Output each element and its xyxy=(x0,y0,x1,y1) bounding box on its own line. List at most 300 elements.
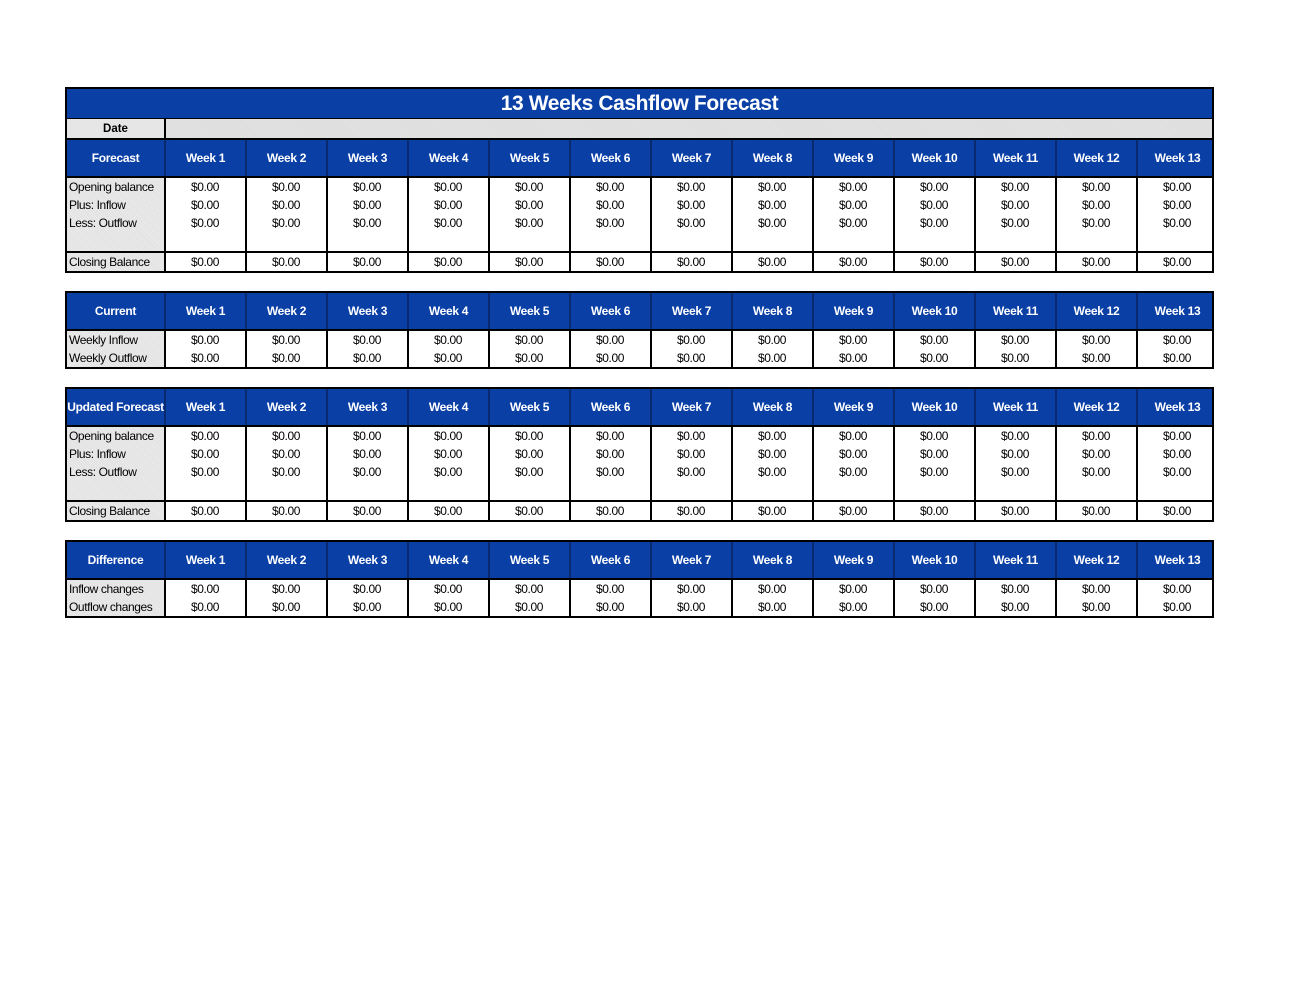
forecast-body xyxy=(67,178,1212,251)
value-cell[interactable]: $0.00 xyxy=(434,582,463,596)
week-header-10: Week 10 xyxy=(893,140,974,176)
value-cell[interactable]: $0.00 xyxy=(1163,351,1192,365)
closing-value-cell[interactable]: $0.00 xyxy=(596,504,625,518)
week-6-column xyxy=(569,427,650,500)
closing-value-cell[interactable]: $0.00 xyxy=(839,255,868,269)
value-cell[interactable]: $0.00 xyxy=(920,216,949,230)
value-cell[interactable]: $0.00 xyxy=(434,351,463,365)
week-header-4: Week 4 xyxy=(407,389,488,425)
difference-body xyxy=(67,580,1212,616)
week-13-column xyxy=(1136,178,1217,251)
closing-week-7 xyxy=(650,253,731,271)
value-cell[interactable]: $0.00 xyxy=(272,198,301,212)
value-cell[interactable]: $0.00 xyxy=(1001,216,1030,230)
value-cell[interactable]: $0.00 xyxy=(191,333,220,347)
week-11-column xyxy=(974,178,1055,251)
week-8-column xyxy=(731,580,812,616)
closing-value-cell[interactable]: $0.00 xyxy=(1163,255,1192,269)
value-cell[interactable]: $0.00 xyxy=(758,351,787,365)
week-7-column xyxy=(650,427,731,500)
value-cell[interactable]: $0.00 xyxy=(434,600,463,614)
value-cell[interactable]: $0.00 xyxy=(1082,216,1111,230)
week-header-8: Week 8 xyxy=(731,389,812,425)
value-cell[interactable]: $0.00 xyxy=(839,582,868,596)
week-7-column xyxy=(650,580,731,616)
closing-value-cell[interactable]: $0.00 xyxy=(758,255,787,269)
value-cell[interactable]: $0.00 xyxy=(515,198,544,212)
forecast-section xyxy=(65,119,1214,273)
week-header-9: Week 9 xyxy=(812,389,893,425)
value-cell[interactable]: $0.00 xyxy=(353,465,382,479)
closing-week-9 xyxy=(812,502,893,520)
value-cell[interactable]: $0.00 xyxy=(1001,447,1030,461)
week-13-column xyxy=(1136,427,1217,500)
difference-row-labels xyxy=(67,580,164,616)
week-6-column xyxy=(569,178,650,251)
closing-value-cell[interactable]: $0.00 xyxy=(353,255,382,269)
value-cell[interactable]: $0.00 xyxy=(515,582,544,596)
value-cell[interactable]: $0.00 xyxy=(353,447,382,461)
value-cell[interactable]: $0.00 xyxy=(1082,465,1111,479)
value-cell[interactable]: $0.00 xyxy=(839,333,868,347)
value-cell[interactable]: $0.00 xyxy=(920,180,949,194)
row-label: Opening balance xyxy=(69,429,154,443)
week-header-8: Week 8 xyxy=(731,542,812,578)
value-cell[interactable]: $0.00 xyxy=(839,216,868,230)
value-cell[interactable]: $0.00 xyxy=(515,216,544,230)
value-cell[interactable]: $0.00 xyxy=(515,429,544,443)
value-cell[interactable]: $0.00 xyxy=(677,198,706,212)
closing-week-3 xyxy=(326,502,407,520)
week-8-column xyxy=(731,178,812,251)
week-12-column xyxy=(1055,178,1136,251)
week-7-column xyxy=(650,178,731,251)
week-9-column xyxy=(812,580,893,616)
value-cell[interactable]: $0.00 xyxy=(434,333,463,347)
value-cell[interactable]: $0.00 xyxy=(1163,600,1192,614)
difference-header-label: Difference xyxy=(87,553,144,567)
current-body xyxy=(67,331,1212,367)
week-9-column xyxy=(812,331,893,367)
value-cell[interactable]: $0.00 xyxy=(1163,216,1192,230)
closing-value-cell[interactable]: $0.00 xyxy=(1082,504,1111,518)
value-cell[interactable]: $0.00 xyxy=(353,198,382,212)
week-header-12: Week 12 xyxy=(1055,542,1136,578)
value-cell[interactable]: $0.00 xyxy=(191,447,220,461)
spacer xyxy=(895,232,974,251)
value-cell[interactable]: $0.00 xyxy=(1163,447,1192,461)
value-cell[interactable]: $0.00 xyxy=(839,447,868,461)
value-cell[interactable]: $0.00 xyxy=(920,465,949,479)
value-cell[interactable]: $0.00 xyxy=(839,180,868,194)
value-cell[interactable]: $0.00 xyxy=(596,582,625,596)
value-cell[interactable]: $0.00 xyxy=(839,198,868,212)
week-header-12: Week 12 xyxy=(1055,389,1136,425)
week-5-column xyxy=(488,427,569,500)
value-cell[interactable]: $0.00 xyxy=(677,216,706,230)
value-cell[interactable]: $0.00 xyxy=(920,351,949,365)
value-cell[interactable]: $0.00 xyxy=(1163,465,1192,479)
value-cell[interactable]: $0.00 xyxy=(758,180,787,194)
value-cell[interactable]: $0.00 xyxy=(920,582,949,596)
closing-value-cell[interactable]: $0.00 xyxy=(434,255,463,269)
value-cell[interactable]: $0.00 xyxy=(272,180,301,194)
closing-balance-label xyxy=(67,253,164,271)
week-header-1: Week 1 xyxy=(164,389,245,425)
value-cell[interactable]: $0.00 xyxy=(1082,333,1111,347)
closing-value-cell[interactable]: $0.00 xyxy=(434,504,463,518)
value-cell[interactable]: $0.00 xyxy=(596,351,625,365)
value-cell[interactable]: $0.00 xyxy=(434,429,463,443)
closing-week-4 xyxy=(407,502,488,520)
week-header-7: Week 7 xyxy=(650,389,731,425)
value-cell[interactable]: $0.00 xyxy=(353,333,382,347)
value-cell[interactable]: $0.00 xyxy=(1163,333,1192,347)
week-2-column xyxy=(245,427,326,500)
row-label: Less: Outflow xyxy=(69,465,137,479)
value-cell[interactable]: $0.00 xyxy=(596,216,625,230)
value-cell[interactable]: $0.00 xyxy=(758,429,787,443)
value-cell[interactable]: $0.00 xyxy=(758,582,787,596)
week-header-9: Week 9 xyxy=(812,542,893,578)
week-header-11: Week 11 xyxy=(974,140,1055,176)
closing-value-cell[interactable]: $0.00 xyxy=(515,255,544,269)
value-cell[interactable]: $0.00 xyxy=(1001,600,1030,614)
value-cell[interactable]: $0.00 xyxy=(677,180,706,194)
closing-week-1 xyxy=(164,253,245,271)
week-header-13: Week 13 xyxy=(1136,140,1217,176)
value-cell[interactable]: $0.00 xyxy=(515,600,544,614)
week-11-column xyxy=(974,331,1055,367)
week-header-9: Week 9 xyxy=(812,293,893,329)
value-cell[interactable]: $0.00 xyxy=(596,180,625,194)
updated-forecast-section xyxy=(65,387,1214,522)
value-cell[interactable]: $0.00 xyxy=(1001,429,1030,443)
week-header-7: Week 7 xyxy=(650,293,731,329)
closing-week-3 xyxy=(326,253,407,271)
value-cell[interactable]: $0.00 xyxy=(677,465,706,479)
value-cell[interactable]: $0.00 xyxy=(353,180,382,194)
date-input-cell[interactable] xyxy=(164,119,1212,138)
row-label: Outflow changes xyxy=(69,600,153,614)
week-13-column xyxy=(1136,331,1217,367)
week-1-column xyxy=(164,427,245,500)
week-12-column xyxy=(1055,427,1136,500)
value-cell[interactable]: $0.00 xyxy=(191,600,220,614)
week-1-column xyxy=(164,331,245,367)
value-cell[interactable]: $0.00 xyxy=(677,447,706,461)
week-header-4: Week 4 xyxy=(407,140,488,176)
week-header-11: Week 11 xyxy=(974,293,1055,329)
value-cell[interactable]: $0.00 xyxy=(191,216,220,230)
value-cell[interactable]: $0.00 xyxy=(920,198,949,212)
closing-value-cell[interactable]: $0.00 xyxy=(272,504,301,518)
row-label: Weekly Inflow xyxy=(69,333,138,347)
value-cell[interactable]: $0.00 xyxy=(353,600,382,614)
spacer xyxy=(814,481,893,500)
week-12-column xyxy=(1055,331,1136,367)
value-cell[interactable]: $0.00 xyxy=(677,429,706,443)
value-cell[interactable]: $0.00 xyxy=(1001,465,1030,479)
closing-week-8 xyxy=(731,253,812,271)
value-cell[interactable]: $0.00 xyxy=(434,180,463,194)
value-cell[interactable]: $0.00 xyxy=(920,429,949,443)
row-label: Weekly Outflow xyxy=(69,351,147,365)
week-header-1: Week 1 xyxy=(164,542,245,578)
week-1-column xyxy=(164,580,245,616)
value-cell[interactable]: $0.00 xyxy=(596,429,625,443)
closing-week-1 xyxy=(164,502,245,520)
value-cell[interactable]: $0.00 xyxy=(596,447,625,461)
week-header-6: Week 6 xyxy=(569,389,650,425)
closing-week-9 xyxy=(812,253,893,271)
value-cell[interactable]: $0.00 xyxy=(758,447,787,461)
value-cell[interactable]: $0.00 xyxy=(353,216,382,230)
current-header-row xyxy=(67,293,1212,331)
week-header-10: Week 10 xyxy=(893,293,974,329)
spacer xyxy=(490,481,569,500)
value-cell[interactable]: $0.00 xyxy=(839,600,868,614)
week-9-column xyxy=(812,178,893,251)
week-header-5: Week 5 xyxy=(488,293,569,329)
week-header-9: Week 9 xyxy=(812,140,893,176)
week-header-13: Week 13 xyxy=(1136,542,1217,578)
week-1-column xyxy=(164,178,245,251)
week-2-column xyxy=(245,178,326,251)
week-header-10: Week 10 xyxy=(893,389,974,425)
closing-week-2 xyxy=(245,502,326,520)
value-cell[interactable]: $0.00 xyxy=(1001,180,1030,194)
row-label: Less: Outflow xyxy=(69,216,137,230)
updated-header-label: Updated Forecast xyxy=(67,400,164,414)
closing-week-6 xyxy=(569,253,650,271)
value-cell[interactable]: $0.00 xyxy=(515,465,544,479)
week-5-column xyxy=(488,178,569,251)
week-6-column xyxy=(569,580,650,616)
week-header-4: Week 4 xyxy=(407,542,488,578)
value-cell[interactable]: $0.00 xyxy=(1082,600,1111,614)
updated-closing-row xyxy=(67,500,1212,520)
value-cell[interactable]: $0.00 xyxy=(758,600,787,614)
closing-value-cell[interactable]: $0.00 xyxy=(353,504,382,518)
value-cell[interactable]: $0.00 xyxy=(596,333,625,347)
value-cell[interactable]: $0.00 xyxy=(272,600,301,614)
row-label: Opening balance xyxy=(69,180,154,194)
closing-label-text: Closing Balance xyxy=(69,504,150,518)
value-cell[interactable]: $0.00 xyxy=(515,351,544,365)
value-cell[interactable]: $0.00 xyxy=(677,600,706,614)
closing-value-cell[interactable]: $0.00 xyxy=(272,255,301,269)
value-cell[interactable]: $0.00 xyxy=(677,351,706,365)
spacer xyxy=(976,481,1055,500)
value-cell[interactable]: $0.00 xyxy=(596,465,625,479)
closing-week-11 xyxy=(974,253,1055,271)
value-cell[interactable]: $0.00 xyxy=(191,465,220,479)
closing-value-cell[interactable]: $0.00 xyxy=(677,504,706,518)
closing-value-cell[interactable]: $0.00 xyxy=(1163,504,1192,518)
closing-week-12 xyxy=(1055,253,1136,271)
current-header-label: Current xyxy=(94,304,137,318)
spacer xyxy=(571,232,650,251)
value-cell[interactable]: $0.00 xyxy=(515,447,544,461)
value-cell[interactable]: $0.00 xyxy=(1001,198,1030,212)
value-cell[interactable]: $0.00 xyxy=(191,351,220,365)
week-header-2: Week 2 xyxy=(245,389,326,425)
closing-value-cell[interactable]: $0.00 xyxy=(920,255,949,269)
closing-value-cell[interactable]: $0.00 xyxy=(677,255,706,269)
value-cell[interactable]: $0.00 xyxy=(677,333,706,347)
spacer xyxy=(67,232,164,251)
value-cell[interactable]: $0.00 xyxy=(191,180,220,194)
value-cell[interactable]: $0.00 xyxy=(272,216,301,230)
spacer xyxy=(490,232,569,251)
spacer xyxy=(247,232,326,251)
closing-week-12 xyxy=(1055,502,1136,520)
value-cell[interactable]: $0.00 xyxy=(1163,198,1192,212)
closing-value-cell[interactable]: $0.00 xyxy=(191,255,220,269)
week-5-column xyxy=(488,331,569,367)
week-10-column xyxy=(893,580,974,616)
value-cell[interactable]: $0.00 xyxy=(515,333,544,347)
value-cell[interactable]: $0.00 xyxy=(1163,180,1192,194)
value-cell[interactable]: $0.00 xyxy=(1163,582,1192,596)
week-4-column xyxy=(407,427,488,500)
difference-header-row xyxy=(67,542,1212,580)
closing-week-11 xyxy=(974,502,1055,520)
spacer xyxy=(67,481,164,500)
closing-value-cell[interactable]: $0.00 xyxy=(839,504,868,518)
updated-row-labels xyxy=(67,427,164,500)
value-cell[interactable]: $0.00 xyxy=(758,333,787,347)
value-cell[interactable]: $0.00 xyxy=(677,582,706,596)
value-cell[interactable]: $0.00 xyxy=(272,465,301,479)
value-cell[interactable]: $0.00 xyxy=(272,429,301,443)
week-10-column xyxy=(893,427,974,500)
spacer xyxy=(1138,481,1217,500)
value-cell[interactable]: $0.00 xyxy=(1001,582,1030,596)
spacer xyxy=(1138,232,1217,251)
value-cell[interactable]: $0.00 xyxy=(1082,351,1111,365)
date-label: Date xyxy=(67,119,164,138)
closing-week-8 xyxy=(731,502,812,520)
value-cell[interactable]: $0.00 xyxy=(839,351,868,365)
value-cell[interactable]: $0.00 xyxy=(1082,447,1111,461)
week-8-column xyxy=(731,331,812,367)
week-header-10: Week 10 xyxy=(893,542,974,578)
week-6-column xyxy=(569,331,650,367)
spacer xyxy=(814,232,893,251)
closing-value-cell[interactable]: $0.00 xyxy=(596,255,625,269)
closing-value-cell[interactable]: $0.00 xyxy=(1082,255,1111,269)
value-cell[interactable]: $0.00 xyxy=(272,447,301,461)
value-cell[interactable]: $0.00 xyxy=(272,333,301,347)
week-header-6: Week 6 xyxy=(569,293,650,329)
value-cell[interactable]: $0.00 xyxy=(1082,198,1111,212)
closing-balance-label xyxy=(67,502,164,520)
week-header-12: Week 12 xyxy=(1055,140,1136,176)
value-cell[interactable]: $0.00 xyxy=(758,198,787,212)
value-cell[interactable]: $0.00 xyxy=(758,216,787,230)
spacer xyxy=(247,481,326,500)
forecast-closing-row xyxy=(67,251,1212,271)
spacer xyxy=(976,232,1055,251)
spacer xyxy=(1057,232,1136,251)
week-2-column xyxy=(245,580,326,616)
value-cell[interactable]: $0.00 xyxy=(191,198,220,212)
value-cell[interactable]: $0.00 xyxy=(272,351,301,365)
value-cell[interactable]: $0.00 xyxy=(191,582,220,596)
value-cell[interactable]: $0.00 xyxy=(1082,180,1111,194)
closing-week-10 xyxy=(893,253,974,271)
week-header-11: Week 11 xyxy=(974,542,1055,578)
value-cell[interactable]: $0.00 xyxy=(434,198,463,212)
value-cell[interactable]: $0.00 xyxy=(839,465,868,479)
closing-value-cell[interactable]: $0.00 xyxy=(191,504,220,518)
row-label: Plus: Inflow xyxy=(69,447,126,461)
value-cell[interactable]: $0.00 xyxy=(353,351,382,365)
week-3-column xyxy=(326,178,407,251)
closing-value-cell[interactable]: $0.00 xyxy=(1001,255,1030,269)
value-cell[interactable]: $0.00 xyxy=(1082,582,1111,596)
value-cell[interactable]: $0.00 xyxy=(434,216,463,230)
week-3-column xyxy=(326,580,407,616)
forecast-header-row xyxy=(67,138,1212,178)
value-cell[interactable]: $0.00 xyxy=(1163,429,1192,443)
week-header-3: Week 3 xyxy=(326,542,407,578)
value-cell[interactable]: $0.00 xyxy=(353,582,382,596)
spacer xyxy=(733,481,812,500)
closing-week-13 xyxy=(1136,502,1217,520)
row-label: Plus: Inflow xyxy=(69,198,126,212)
current-row-labels xyxy=(67,331,164,367)
value-cell[interactable]: $0.00 xyxy=(758,465,787,479)
week-header-6: Week 6 xyxy=(569,140,650,176)
spacer xyxy=(1057,481,1136,500)
value-cell[interactable]: $0.00 xyxy=(353,429,382,443)
week-4-column xyxy=(407,178,488,251)
value-cell[interactable]: $0.00 xyxy=(1001,351,1030,365)
value-cell[interactable]: $0.00 xyxy=(434,465,463,479)
value-cell[interactable]: $0.00 xyxy=(1082,429,1111,443)
week-header-8: Week 8 xyxy=(731,293,812,329)
closing-week-7 xyxy=(650,502,731,520)
value-cell[interactable]: $0.00 xyxy=(272,582,301,596)
value-cell[interactable]: $0.00 xyxy=(920,333,949,347)
value-cell[interactable]: $0.00 xyxy=(839,429,868,443)
week-11-column xyxy=(974,427,1055,500)
value-cell[interactable]: $0.00 xyxy=(515,180,544,194)
value-cell[interactable]: $0.00 xyxy=(920,600,949,614)
date-row xyxy=(67,119,1212,138)
week-header-11: Week 11 xyxy=(974,389,1055,425)
week-header-13: Week 13 xyxy=(1136,389,1217,425)
week-4-column xyxy=(407,580,488,616)
closing-value-cell[interactable]: $0.00 xyxy=(515,504,544,518)
week-header-3: Week 3 xyxy=(326,140,407,176)
value-cell[interactable]: $0.00 xyxy=(434,447,463,461)
week-13-column xyxy=(1136,580,1217,616)
spacer xyxy=(328,481,407,500)
value-cell[interactable]: $0.00 xyxy=(596,198,625,212)
value-cell[interactable]: $0.00 xyxy=(191,429,220,443)
closing-value-cell[interactable]: $0.00 xyxy=(758,504,787,518)
value-cell[interactable]: $0.00 xyxy=(1001,333,1030,347)
value-cell[interactable]: $0.00 xyxy=(596,600,625,614)
closing-value-cell[interactable]: $0.00 xyxy=(1001,504,1030,518)
week-3-column xyxy=(326,427,407,500)
value-cell[interactable]: $0.00 xyxy=(920,447,949,461)
closing-value-cell[interactable]: $0.00 xyxy=(920,504,949,518)
